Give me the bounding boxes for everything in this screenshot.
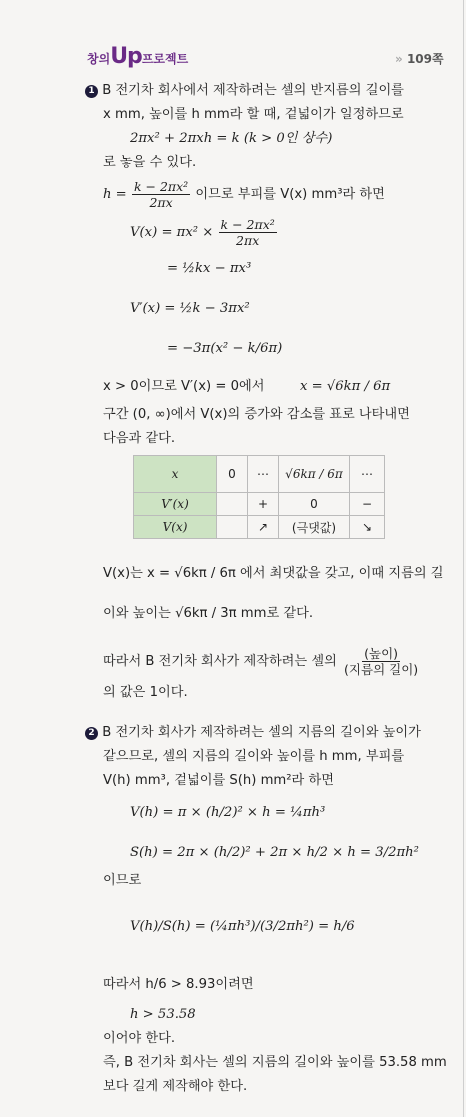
increase-decrease-table bbox=[133, 455, 385, 539]
part1-line1: 1 B 전기차 회사에서 제작하려는 셀의 반지름의 길이를 bbox=[85, 82, 404, 100]
volume-line1: V(x) = πx² × $\frac{\text{k − 2πx²}}{2\pi x}$ bbox=[130, 217, 275, 248]
derivative-line1: V′(x) = ½k − 3πx² bbox=[130, 301, 250, 316]
table-row: V(x) ↗ (극댓값) ↘ bbox=[134, 516, 385, 539]
vh-equation: V(h) = π × (h/2)² × h = ¼πh³ bbox=[130, 805, 326, 820]
critical-text: x > 0이므로 V′(x) = 0에서 bbox=[103, 379, 265, 394]
chevron-right-icon: » bbox=[395, 52, 403, 66]
logo: 창의Up프로젝트 bbox=[87, 44, 189, 69]
max-line1: V(x)는 x = √6kπ / 6π 에서 최댓값을 갖고, 이때 지름의 길 bbox=[103, 566, 444, 581]
interval-line1: 구간 (0, ∞)에서 V(x)의 증가와 감소를 표로 나타내면 bbox=[103, 407, 410, 422]
h-result: h > 53.58 bbox=[130, 1007, 196, 1022]
number-badge: 2 bbox=[85, 727, 98, 740]
conclusion-line2: 보다 길게 제작해야 한다. bbox=[103, 1079, 248, 1094]
ratio-equation: V(h)/S(h) = (¼πh³)/(3/2πh²) = h/6 bbox=[130, 919, 355, 934]
volume-line2: = ½kx − πx³ bbox=[167, 261, 252, 276]
condition-line: 따라서 h/6 > 8.93이려면 bbox=[103, 977, 254, 992]
page-border bbox=[463, 0, 464, 1117]
sh-equation: S(h) = 2π × (h/2)² + 2π × h/2 × h = 3/2πh² bbox=[130, 845, 419, 860]
conclusion-line1: 즉, B 전기차 회사는 셀의 지름의 길이와 높이를 53.58 mm bbox=[103, 1055, 447, 1070]
part1-line2: x mm, 높이를 h mm라 할 때, 겉넓이가 일정하므로 bbox=[103, 107, 404, 122]
surface-equation: 2πx² + 2πxh = k (k > 0인 상수) bbox=[130, 131, 333, 146]
part2-line2: 같으므로, 셀의 지름의 길이와 높이를 h mm, 부피를 bbox=[103, 749, 405, 764]
part1-line3: 로 놓을 수 있다. bbox=[103, 155, 197, 170]
ratio-value: 의 값은 1이다. bbox=[103, 685, 188, 700]
table-row: x 0 ⋯ √6kπ / 6π ⋯ bbox=[134, 456, 385, 493]
page-reference: » 109쪽 bbox=[395, 52, 444, 66]
interval-line2: 다음과 같다. bbox=[103, 431, 176, 446]
part2-line1: 2 B 전기차 회사가 제작하려는 셀의 지름의 길이와 높이가 bbox=[85, 724, 421, 742]
number-badge: 1 bbox=[85, 85, 98, 98]
part2-line3: V(h) mm³, 겉넓이를 S(h) mm²라 하면 bbox=[103, 773, 334, 788]
critical-point: x = √6kπ / 6π bbox=[300, 379, 391, 394]
derivative-line2: = −3π(x² − k/6π) bbox=[167, 341, 283, 356]
max-line2: 이와 높이는 √6kπ / 3π mm로 같다. bbox=[103, 606, 314, 621]
imeuro: 이므로 bbox=[103, 873, 142, 888]
ratio-line: 따라서 B 전기차 회사가 제작하려는 셀의 (높이) (지름의 길이) bbox=[103, 645, 419, 677]
table-row: V′(x) + 0 − bbox=[134, 493, 385, 516]
h-definition: h = $\frac{\text{k − 2πx²}}{2\pi x}$ 이므로 부피를 V(x) mm³라 하면 bbox=[103, 178, 385, 210]
must-line: 이어야 한다. bbox=[103, 1031, 176, 1046]
